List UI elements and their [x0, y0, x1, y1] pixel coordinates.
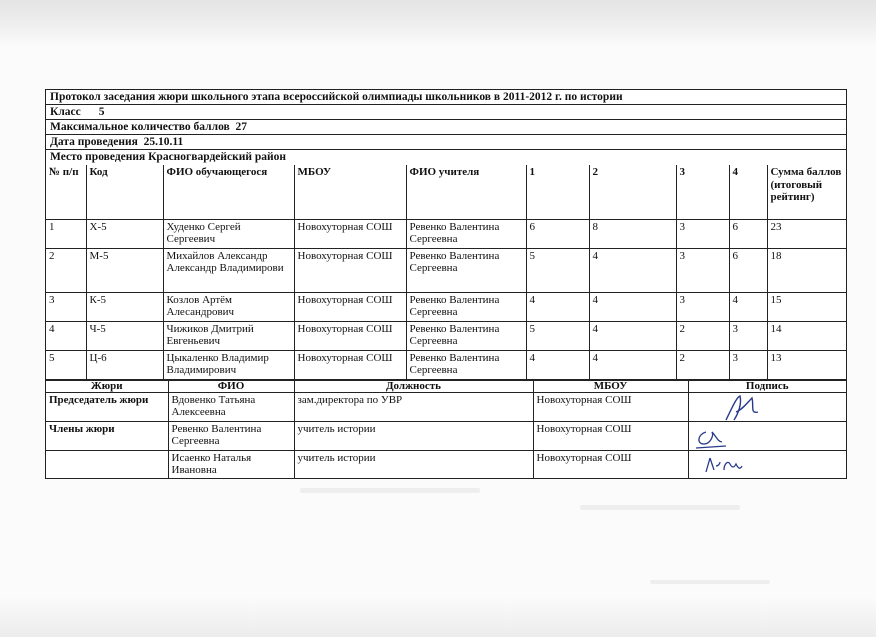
school-name: Новохуторная СОШ [294, 219, 406, 248]
task-3-score: 3 [676, 219, 729, 248]
teacher-name: Ревенко Валентина Сергеевна [406, 248, 526, 292]
jury-role: Члены жюри [46, 421, 168, 450]
task-2-score: 4 [589, 321, 676, 350]
results-header-row [46, 165, 846, 219]
task-1-score: 4 [526, 292, 589, 321]
student-name: Худенко Сергей Сергеевич [163, 219, 294, 248]
protocol-title-text: Протокол заседания жюри школьного этапа всероссийской олимпиады школьников в 2011-2012 г. по истории [50, 91, 623, 103]
total-score: 14 [767, 321, 846, 350]
column-header: Жюри [46, 380, 168, 392]
participant-code: М-5 [86, 248, 163, 292]
jury-school: Новохуторная СОШ [533, 450, 688, 478]
results-table [46, 165, 846, 380]
protocol-title [46, 90, 846, 105]
task-3-score: 3 [676, 292, 729, 321]
task-4-score: 3 [729, 321, 767, 350]
student-name: Козлов Артём Алесандрович [163, 292, 294, 321]
column-header: Должность [294, 380, 533, 392]
bleed-through-mark [580, 505, 740, 510]
column-header: ФИО [168, 380, 294, 392]
bleed-through-mark [300, 488, 480, 493]
jury-member-name: Ревенко Валентина Сергеевна [168, 421, 294, 450]
participant-code: К-5 [86, 292, 163, 321]
column-header: ФИО обучающегося [163, 165, 294, 219]
teacher-name: Ревенко Валентина Сергеевна [406, 321, 526, 350]
column-header: Подпись [688, 380, 846, 392]
row-number: 3 [46, 292, 86, 321]
class-label: Класс [50, 106, 81, 118]
task-4-score: 4 [729, 292, 767, 321]
scan-shadow-bottom [0, 597, 876, 637]
venue-label: Место проведения [50, 151, 146, 163]
table-row [46, 219, 846, 248]
school-name: Новохуторная СОШ [294, 321, 406, 350]
school-name: Новохуторная СОШ [294, 350, 406, 379]
participant-code: Ч-5 [86, 321, 163, 350]
row-number: 5 [46, 350, 86, 379]
total-score: 13 [767, 350, 846, 379]
max-score-value: 27 [235, 121, 247, 133]
task-2-score: 4 [589, 248, 676, 292]
row-number: 2 [46, 248, 86, 292]
table-row [46, 321, 846, 350]
student-name: Михайлов Александр Александр Владимирови [163, 248, 294, 292]
date-row [46, 135, 846, 150]
task-2-score: 4 [589, 350, 676, 379]
task-2-score: 8 [589, 219, 676, 248]
participant-code: Х-5 [86, 219, 163, 248]
venue-value: Красногвардейский район [148, 151, 287, 163]
table-row [46, 350, 846, 379]
teacher-name: Ревенко Валентина Сергеевна [406, 219, 526, 248]
date-value: 25.10.11 [143, 136, 184, 148]
column-header: 1 [526, 165, 589, 219]
school-name: Новохуторная СОШ [294, 248, 406, 292]
task-1-score: 5 [526, 321, 589, 350]
signature-member-2 [700, 452, 746, 476]
teacher-name: Ревенко Валентина Сергеевна [406, 350, 526, 379]
total-score: 15 [767, 292, 846, 321]
student-name: Цыкаленко Владимир Владимирович [163, 350, 294, 379]
jury-header-row [46, 380, 846, 392]
bleed-through-mark [650, 580, 770, 584]
task-3-score: 2 [676, 321, 729, 350]
table-row [46, 248, 846, 292]
jury-role: Председатель жюри [46, 392, 168, 421]
jury-position: зам.директора по УВР [294, 392, 533, 421]
jury-school: Новохуторная СОШ [533, 392, 688, 421]
class-value: 5 [98, 106, 105, 118]
jury-role [46, 450, 168, 478]
task-1-score: 4 [526, 350, 589, 379]
column-header: Сумма баллов (итоговый рейтинг) [767, 165, 846, 219]
task-4-score: 3 [729, 350, 767, 379]
total-score: 23 [767, 219, 846, 248]
column-header: МБОУ [294, 165, 406, 219]
column-header: Код [86, 165, 163, 219]
jury-position: учитель истории [294, 450, 533, 478]
jury-school: Новохуторная СОШ [533, 421, 688, 450]
scan-shadow-top [0, 0, 876, 46]
total-score: 18 [767, 248, 846, 292]
task-3-score: 3 [676, 248, 729, 292]
column-header: № п/п [46, 165, 86, 219]
student-name: Чижиков Дмитрий Евгеньевич [163, 321, 294, 350]
jury-position: учитель истории [294, 421, 533, 450]
participant-code: Ц-6 [86, 350, 163, 379]
task-4-score: 6 [729, 219, 767, 248]
column-header: 3 [676, 165, 729, 219]
jury-member-name: Вдовенко Татьяна Алексеевна [168, 392, 294, 421]
venue-row [46, 150, 846, 165]
date-label: Дата проведения [50, 136, 138, 148]
task-1-score: 6 [526, 219, 589, 248]
task-2-score: 4 [589, 292, 676, 321]
column-header: 2 [589, 165, 676, 219]
max-score-row [46, 120, 846, 135]
signature-chairman [718, 392, 768, 426]
class-row [46, 105, 846, 120]
max-score-label: Максимальное количество баллов [50, 121, 230, 133]
row-number: 1 [46, 219, 86, 248]
school-name: Новохуторная СОШ [294, 292, 406, 321]
jury-member-name: Исаенко Наталья Ивановна [168, 450, 294, 478]
table-row [46, 292, 846, 321]
task-3-score: 2 [676, 350, 729, 379]
column-header: МБОУ [533, 380, 688, 392]
teacher-name: Ревенко Валентина Сергеевна [406, 292, 526, 321]
signature-member-1 [692, 426, 732, 452]
row-number: 4 [46, 321, 86, 350]
task-1-score: 5 [526, 248, 589, 292]
column-header: 4 [729, 165, 767, 219]
column-header: ФИО учителя [406, 165, 526, 219]
task-4-score: 6 [729, 248, 767, 292]
